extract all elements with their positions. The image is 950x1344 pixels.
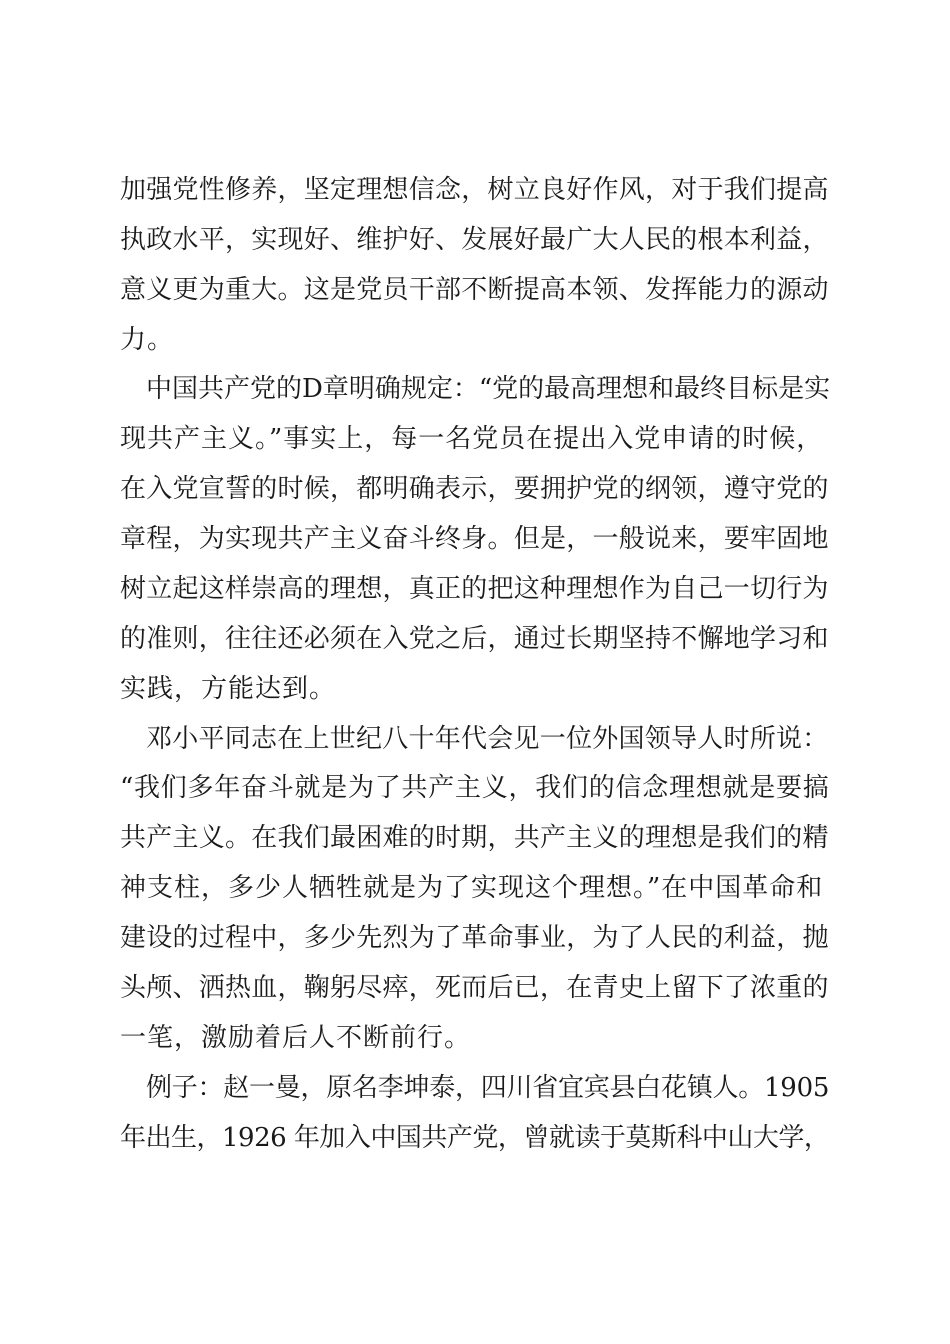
paragraph-line: 执政水平，实现好、维护好、发展好最广大人民的根本利益，	[120, 225, 829, 255]
paragraph-line: 树立起这样崇高的理想，真正的把这种理想作为自己一切行为	[120, 574, 829, 604]
paragraph-line: 头颅、洒热血，鞠躬尽瘁，死而后已，在青史上留下了浓重的	[120, 973, 829, 1003]
paragraph-line: 在入党宣誓的时候，都明确表示，要拥护党的纲领，遵守党的	[120, 474, 829, 504]
paragraph-line: 一笔，激励着后人不断前行。	[120, 1023, 472, 1053]
paragraph-line: 实践，方能达到。	[120, 674, 337, 704]
paragraph-line: 中国共产党的D章明确规定：“党的最高理想和最终目标是实	[146, 374, 831, 404]
paragraph-line: 的准则，往往还必须在入党之后，通过长期坚持不懈地学习和	[120, 624, 829, 654]
paragraph-line: 建设的过程中，多少先烈为了革命事业，为了人民的利益，抛	[120, 923, 829, 953]
paragraph-line: 共产主义。在我们最困难的时期，共产主义的理想是我们的精	[120, 823, 829, 853]
paragraph-line: 邓小平同志在上世纪八十年代会见一位外国领导人时所说：	[146, 724, 829, 754]
paragraph-line: 现共产主义。”事实上，每一名党员在提出入党申请的时候，	[120, 424, 824, 454]
paragraph-line: 力。	[120, 325, 175, 355]
paragraph-line: “我们多年奋斗就是为了共产主义，我们的信念理想就是要搞	[120, 773, 830, 803]
paragraph-line: 意义更为重大。这是党员干部不断提高本领、发挥能力的源动	[120, 275, 829, 305]
paragraph-line: 章程，为实现共产主义奋斗终身。但是，一般说来，要牢固地	[120, 524, 829, 554]
paragraph-line: 神支柱，多少人牺牲就是为了实现这个理想。”在中国革命和	[120, 873, 824, 903]
paragraph-line: 加强党性修养，坚定理想信念，树立良好作风，对于我们提高	[120, 175, 829, 205]
paragraph-line: 年出生，1926 年加入中国共产党，曾就读于莫斯科中山大学，	[120, 1123, 830, 1153]
paragraph-line: 例子：赵一曼，原名李坤泰，四川省宜宾县白花镇人。1905	[146, 1073, 830, 1103]
